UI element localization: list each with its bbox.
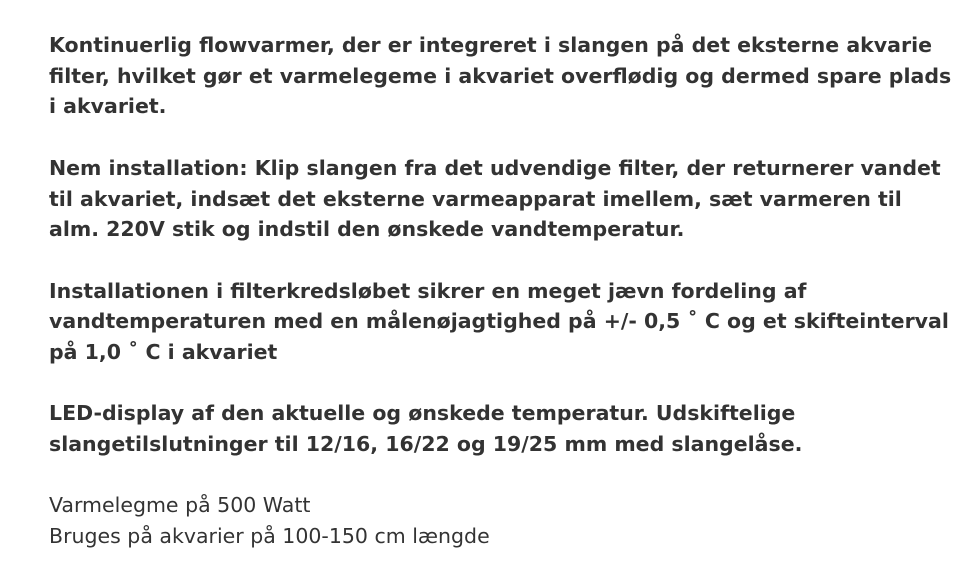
spec-wattage: Varmelegme på 500 Watt [49, 493, 311, 518]
text-line: til akvariet, indsæt det eksterne varmeapparat imellem, sæt varmeren til [49, 186, 902, 211]
paragraph-distribution [49, 276, 949, 368]
paragraph-display [49, 398, 920, 459]
spec-aquarium-length: Bruges på akvarier på 100-150 cm længde [49, 524, 490, 549]
text-line: vandtemperaturen med en målenøjagtighed på +/- 0,5 ˚ C og et skifteinterval [49, 309, 949, 334]
text-line: alm. 220V stik og indstil den ønskede vandtemperatur. [49, 217, 685, 242]
text-line: Nem installation: Klip slangen fra det udvendige filter, der returnerer vandet [49, 155, 941, 180]
text-line: på 1,0 ˚ C i akvariet [49, 340, 278, 364]
text-line: LED-display af den aktuelle og ønskede temperatur. Udskiftelige [49, 401, 796, 426]
text-line: slangetilslutninger til 12/16, 16/22 og 19/25 mm med slangelåse. [49, 432, 803, 457]
paragraph-installation [49, 153, 941, 245]
paragraph-intro [49, 30, 952, 122]
text-line: filter, hvilket gør et varmelegeme i akvariet overflødig og dermed spare plads [49, 63, 952, 88]
spec-list [49, 490, 920, 551]
text-line: Kontinuerlig flowvarmer, der er integreret i slangen på det eksterne akvarie [49, 33, 933, 57]
text-line: i akvariet. [49, 94, 167, 119]
text-line: Installationen i filterkredsløbet sikrer en meget jævn fordeling af [49, 278, 807, 303]
